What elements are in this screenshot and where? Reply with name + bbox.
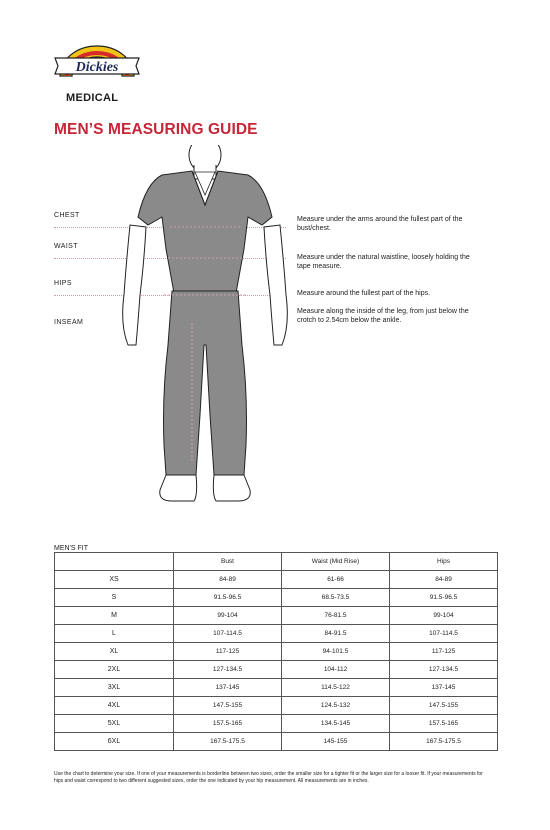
size-cell: 6XL xyxy=(55,733,174,751)
waist-cell: 84-91.5 xyxy=(282,625,390,643)
waist-cell: 114.5-122 xyxy=(282,679,390,697)
table-row xyxy=(55,661,498,679)
table-row xyxy=(55,607,498,625)
hips-cell: 127-134.5 xyxy=(390,661,498,679)
header-hips: Hips xyxy=(390,553,498,571)
table-header-row xyxy=(55,553,498,571)
hips-cell: 91.5-96.5 xyxy=(390,589,498,607)
fit-table xyxy=(54,552,498,751)
waist-cell: 76-81.5 xyxy=(282,607,390,625)
label-hips: HIPS xyxy=(54,280,72,287)
hips-cell: 84-89 xyxy=(390,571,498,589)
header-waist: Waist (Mid Rise) xyxy=(282,553,390,571)
size-cell: L xyxy=(55,625,174,643)
page-title: MEN’S MEASURING GUIDE xyxy=(54,121,258,138)
waist-cell: 61-66 xyxy=(282,571,390,589)
waist-cell: 94-101.5 xyxy=(282,643,390,661)
waist-cell: 145-155 xyxy=(282,733,390,751)
size-cell: S xyxy=(55,589,174,607)
bust-cell: 137-145 xyxy=(174,679,282,697)
table-row xyxy=(55,697,498,715)
fit-table-title: MEN'S FIT xyxy=(54,545,89,552)
dickies-logo xyxy=(52,36,142,92)
brand-subtitle: MEDICAL xyxy=(66,92,119,104)
header-size xyxy=(55,553,174,571)
table-row xyxy=(55,571,498,589)
bust-cell: 117-125 xyxy=(174,643,282,661)
hips-cell: 157.5-165 xyxy=(390,715,498,733)
label-chest: CHEST xyxy=(54,212,80,219)
bust-cell: 147.5-155 xyxy=(174,697,282,715)
hips-cell: 137-145 xyxy=(390,679,498,697)
hips-cell: 147.5-155 xyxy=(390,697,498,715)
size-cell: 3XL xyxy=(55,679,174,697)
table-row xyxy=(55,715,498,733)
size-cell: 5XL xyxy=(55,715,174,733)
label-inseam: INSEAM xyxy=(54,319,84,326)
bust-cell: 91.5-96.5 xyxy=(174,589,282,607)
size-cell: 4XL xyxy=(55,697,174,715)
waist-cell: 124.5-132 xyxy=(282,697,390,715)
bust-cell: 157.5-165 xyxy=(174,715,282,733)
label-waist: WAIST xyxy=(54,243,78,250)
table-row xyxy=(55,733,498,751)
waist-cell: 68.5-73.5 xyxy=(282,589,390,607)
table-row xyxy=(55,625,498,643)
bust-cell: 99-104 xyxy=(174,607,282,625)
scrubs-figure xyxy=(100,145,310,515)
hips-cell: 99-104 xyxy=(390,607,498,625)
size-cell: XS xyxy=(55,571,174,589)
size-cell: 2XL xyxy=(55,661,174,679)
desc-chest: Measure under the arms around the fullest part of the bust/chest. xyxy=(297,216,463,232)
waist-cell: 104-112 xyxy=(282,661,390,679)
table-row xyxy=(55,679,498,697)
desc-hips: Measure around the fullest part of the hips. xyxy=(297,290,431,297)
header-bust: Bust xyxy=(174,553,282,571)
waist-cell: 134.5-145 xyxy=(282,715,390,733)
desc-inseam: Measure along the inside of the leg, from just below the crotch to 2.54cm below the ankle. xyxy=(297,308,469,324)
table-row xyxy=(55,589,498,607)
desc-waist: Measure under the natural waistline, loosely holding the tape measure. xyxy=(297,254,470,270)
logo-wordmark: Dickies xyxy=(75,60,119,75)
size-cell: XL xyxy=(55,643,174,661)
hips-cell: 117-125 xyxy=(390,643,498,661)
size-cell: M xyxy=(55,607,174,625)
bust-cell: 127-134.5 xyxy=(174,661,282,679)
table-row xyxy=(55,643,498,661)
hips-cell: 167.5-175.5 xyxy=(390,733,498,751)
footnote: Use the chart to determine your size. If one of your measurements is borderline between two sizes, order the smaller size for a tighter fit or the larger size for a looser fit. If your measurements for hips and waist correspond to two different suggested sizes, order the one indicated by your hip measurement. All measurements are in inches. xyxy=(54,771,483,784)
bust-cell: 167.5-175.5 xyxy=(174,733,282,751)
hips-cell: 107-114.5 xyxy=(390,625,498,643)
bust-cell: 107-114.5 xyxy=(174,625,282,643)
bust-cell: 84-89 xyxy=(174,571,282,589)
